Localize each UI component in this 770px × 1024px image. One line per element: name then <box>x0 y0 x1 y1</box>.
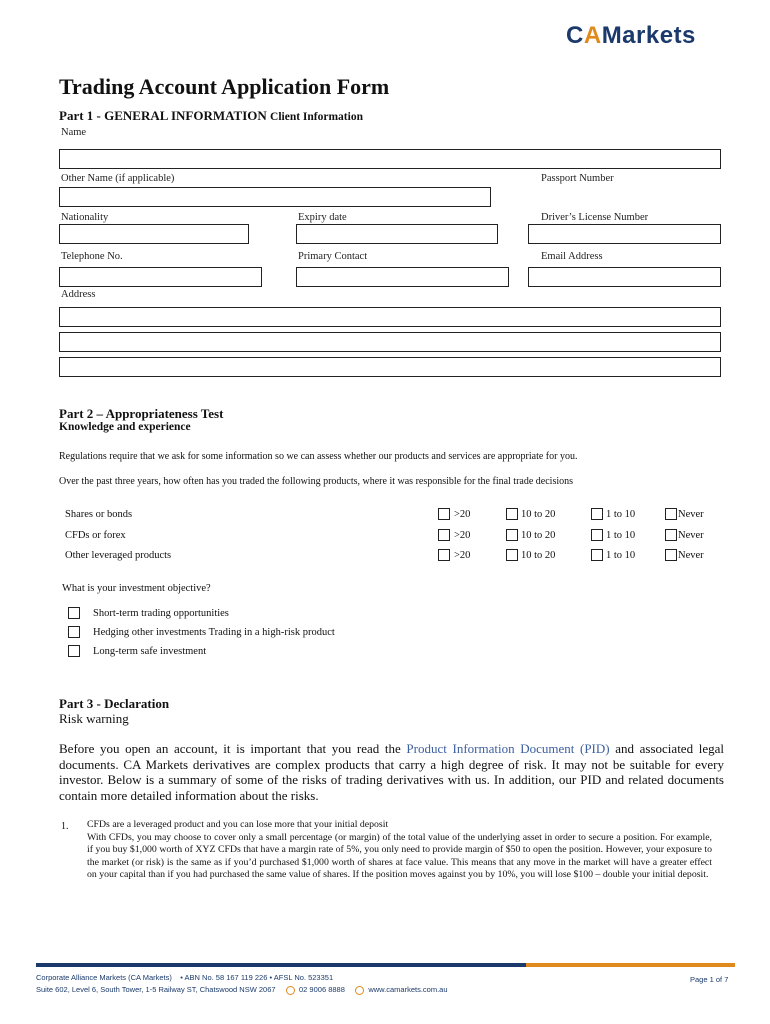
part3-heading: Part 3 - Declaration <box>59 696 170 711</box>
list-item <box>87 819 712 882</box>
experience-row-label: Shares or bonds <box>65 509 133 520</box>
label-primary-contact: Primary Contact <box>298 251 368 262</box>
label-nationality: Nationality <box>61 212 109 223</box>
checkbox-leveraged-1-to-10[interactable] <box>591 549 603 561</box>
logo-letter-a: A <box>583 22 602 49</box>
checkbox-cfds-1-to-10[interactable] <box>591 529 603 541</box>
objective-label: Long-term safe investment <box>93 646 207 657</box>
address-line-3-field[interactable] <box>59 357 721 377</box>
checkbox-cfds-never[interactable] <box>665 529 677 541</box>
footer-bar-orange <box>526 963 735 967</box>
footer-company-line <box>36 973 333 982</box>
primary-contact-field[interactable] <box>296 267 509 287</box>
globe-icon <box>355 986 364 995</box>
para-text-a: Before you open an account, it is important that you read the <box>59 741 407 756</box>
address-line-2-field[interactable] <box>59 332 721 352</box>
experience-row-label: CFDs or forex <box>65 530 126 541</box>
part1-heading <box>59 108 363 124</box>
expiry-date-field[interactable] <box>296 224 498 244</box>
checkbox-shares-10-to-20[interactable] <box>506 508 518 520</box>
part2-subheading: Knowledge and experience <box>59 421 191 433</box>
option-label: 10 to 20 <box>521 530 556 541</box>
footer-web[interactable]: www.camarkets.com.au <box>368 985 448 994</box>
label-license: Driver’s License Number <box>541 212 649 223</box>
phone-icon <box>286 986 295 995</box>
checkbox-shares-over-20[interactable] <box>438 508 450 520</box>
logo-letter-c: C <box>566 22 584 49</box>
option-label: >20 <box>454 550 471 561</box>
part1-subheading: Client Information <box>270 111 363 123</box>
risk-warning-paragraph <box>59 741 724 803</box>
option-label: 10 to 20 <box>521 550 556 561</box>
pid-link[interactable]: Product Information Document (PID) <box>406 741 610 756</box>
checkbox-leveraged-over-20[interactable] <box>438 549 450 561</box>
footer-abn: • ABN No. 58 167 119 226 <box>180 973 268 982</box>
option-label: Never <box>678 550 704 561</box>
part2-intro-2: Over the past three years, how often has you traded the following products, where it was responsible for the final trade decisions <box>59 476 574 487</box>
checkbox-cfds-10-to-20[interactable] <box>506 529 518 541</box>
checkbox-objective-long-term[interactable] <box>68 645 80 657</box>
checkbox-leveraged-never[interactable] <box>665 549 677 561</box>
option-label: 1 to 10 <box>606 550 636 561</box>
label-telephone: Telephone No. <box>61 251 123 262</box>
checkbox-cfds-over-20[interactable] <box>438 529 450 541</box>
list-item-title: CFDs are a leveraged product and you can lose more that your initial deposit <box>87 819 389 830</box>
label-email: Email Address <box>541 251 603 262</box>
footer-bar-blue <box>36 963 526 967</box>
footer-address: Suite 602, Level 6, South Tower, 1-5 Railway ST, Chatswood NSW 2067 <box>36 985 276 994</box>
logo-word-markets: Markets <box>601 22 696 49</box>
name-field[interactable] <box>59 149 721 169</box>
checkbox-objective-short-term[interactable] <box>68 607 80 619</box>
label-name: Name <box>61 127 87 138</box>
option-label: Never <box>678 509 704 520</box>
option-label: 1 to 10 <box>606 509 636 520</box>
nationality-field[interactable] <box>59 224 249 244</box>
label-other-name: Other Name (if applicable) <box>61 173 175 184</box>
option-label: >20 <box>454 530 471 541</box>
option-label: Never <box>678 530 704 541</box>
label-passport: Passport Number <box>541 173 614 184</box>
option-label: 1 to 10 <box>606 530 636 541</box>
footer-afsl: • AFSL No. 523351 <box>269 973 334 982</box>
email-field[interactable] <box>528 267 721 287</box>
license-field[interactable] <box>528 224 721 244</box>
footer-address-line <box>36 985 448 995</box>
list-item-body: With CFDs, you may choose to cover only a small percentage (or margin) of the total value of the underlying asset in order to secure a position. For example, if you buy $1,000 worth of XYZ CFDs that have a margin rate of 5%, you only need to provide margin of $50 to open the position. However, your exposure to the market (or risk) is the same as if you’d purchased $1,000 worth of shares at face value. This means that any move in the market will have a greater effect on your capital than if you had purchased the same value of shares. If the position moves against you by 10%, you will lose $100 – double your initial deposit. <box>87 831 712 881</box>
footer-company: Corporate Alliance Markets (CA Markets) <box>36 973 172 982</box>
part1-heading-text: Part 1 - GENERAL INFORMATION <box>59 108 267 123</box>
checkbox-shares-never[interactable] <box>665 508 677 520</box>
page-title: Trading Account Application Form <box>59 74 390 99</box>
objective-label: Short-term trading opportunities <box>93 608 229 619</box>
objective-question: What is your investment objective? <box>62 583 211 594</box>
part3-subheading: Risk warning <box>59 711 129 726</box>
para-text-b: and associated legal documents. CA Markets derivatives are complex products that carry a high degree of risk. It may not be suitable for every investor. Below is a summary of some of the risks of trading derivatives with us. In addition, our PID and related documents contain more detailed information about the risks. <box>59 741 724 803</box>
objective-label: Hedging other investments Trading in a high-risk product <box>93 627 335 638</box>
list-item-number: 1. <box>61 821 69 832</box>
page-number: Page 1 of 7 <box>690 975 729 984</box>
part2-intro-1: Regulations require that we ask for some information so we can assess whether our products and services are appropriate for you. <box>59 451 578 462</box>
checkbox-objective-hedging[interactable] <box>68 626 80 638</box>
other-name-field[interactable] <box>59 187 491 207</box>
checkbox-leveraged-10-to-20[interactable] <box>506 549 518 561</box>
option-label: 10 to 20 <box>521 509 556 520</box>
company-logo <box>566 22 696 50</box>
part2-heading: Part 2 – Appropriateness Test <box>59 406 224 421</box>
telephone-field[interactable] <box>59 267 262 287</box>
experience-row-label: Other leveraged products <box>65 550 172 561</box>
checkbox-shares-1-to-10[interactable] <box>591 508 603 520</box>
label-address: Address <box>61 289 96 300</box>
address-line-1-field[interactable] <box>59 307 721 327</box>
footer-phone: 02 9006 8888 <box>299 985 345 994</box>
option-label: >20 <box>454 509 471 520</box>
label-expiry: Expiry date <box>298 212 347 223</box>
